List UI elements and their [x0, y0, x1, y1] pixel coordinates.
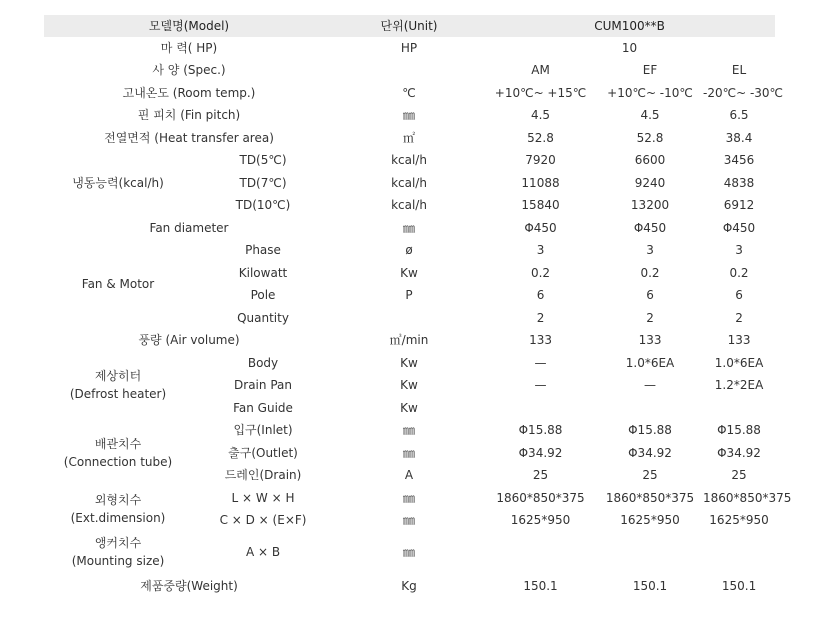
cell-el: Φ15.88 — [717, 423, 761, 438]
cell-el: 1860*850*375 — [703, 490, 792, 505]
table-row-cooling-td5 — [44, 150, 775, 173]
row-label: 핀 피치 (Fin pitch) — [137, 108, 241, 123]
row-unit: ㎜ — [403, 545, 416, 559]
cell-ef: Φ450 — [633, 220, 667, 235]
table-row-defrost-body — [44, 352, 775, 375]
cell-am: 15840 — [521, 198, 560, 213]
table-row-fan-diameter — [44, 217, 775, 240]
row-unit — [334, 60, 484, 83]
row-unit: ㎜ — [403, 220, 416, 235]
cell-am: — — [534, 378, 547, 393]
sub-label: L × W × H — [231, 490, 295, 505]
cell-am: 25 — [532, 468, 549, 483]
group-label-en: (Connection tube) — [63, 454, 173, 469]
group-label-mounting — [44, 532, 192, 573]
table-row-heat-area — [44, 127, 775, 150]
row-unit: Kw — [400, 355, 418, 370]
table-row-power — [44, 37, 775, 60]
sub-label: TD(5℃) — [239, 153, 287, 168]
cell-am: Φ450 — [524, 220, 557, 235]
cell-ef — [597, 532, 703, 573]
cell-am: 1625*950 — [510, 513, 571, 528]
group-label-cooling: 냉동능력(kcal/h) — [72, 175, 164, 190]
group-label-en: (Mounting size) — [71, 554, 165, 568]
sub-label: C × D × (E×F) — [219, 513, 307, 528]
cell-ef: 6 — [646, 288, 654, 303]
spec-table — [44, 15, 792, 599]
cell-ef: 52.8 — [636, 130, 664, 145]
sub-label: Fan Guide — [233, 400, 293, 415]
cell-ef: 1860*850*375 — [605, 490, 695, 505]
row-unit: Kw — [400, 400, 418, 415]
cell-el: -20℃~ -30℃ — [703, 85, 784, 100]
row-unit: Kw — [400, 265, 418, 280]
cell-el: 2 — [735, 310, 743, 325]
sub-label: Drain Pan — [234, 378, 292, 393]
cell-ef: 150.1 — [632, 578, 668, 593]
cell-am: 11088 — [521, 175, 560, 190]
row-unit: kcal/h — [391, 175, 427, 190]
header-model: 모델명(Model) — [44, 15, 334, 37]
table-row-fan-phase — [44, 240, 775, 263]
sub-label: 출구(Outlet) — [228, 445, 298, 460]
row-unit: ㎥/min — [389, 333, 429, 348]
row-unit — [334, 307, 484, 330]
cell-am: Φ34.92 — [518, 445, 563, 460]
row-unit: HP — [400, 40, 418, 55]
sub-label: A × B — [245, 545, 281, 559]
cell-ef: Φ15.88 — [628, 423, 672, 438]
cell-el: 6912 — [723, 198, 755, 213]
cell-el: 4838 — [723, 175, 755, 190]
group-label-ext-dimension — [44, 487, 192, 532]
sub-label: Pole — [250, 288, 276, 303]
table-row-air-volume — [44, 330, 775, 353]
table-row-fin-pitch — [44, 105, 775, 128]
cell-ef: 133 — [638, 333, 662, 348]
cell-am: 1860*850*375 — [496, 490, 585, 505]
row-unit: ㎜ — [403, 513, 416, 528]
cell-el: Φ450 — [722, 220, 756, 235]
cell-am: AM — [531, 63, 550, 78]
cell-ef: +10℃~ -10℃ — [607, 85, 693, 100]
cell-el: 150.1 — [721, 578, 757, 593]
cell-ef: 2 — [646, 310, 654, 325]
group-label-ko: 앵커치수 — [94, 536, 142, 550]
cell-am: 133 — [529, 333, 552, 348]
cell-ef: 3 — [646, 243, 654, 258]
cell-ef: 25 — [642, 468, 658, 483]
group-label-ko: 배관치수 — [94, 436, 142, 451]
cell-ef: 6600 — [634, 153, 666, 168]
row-unit: ㎜ — [403, 445, 416, 460]
header-row — [44, 15, 775, 37]
cell-el — [703, 532, 775, 573]
row-unit: Kg — [401, 578, 417, 593]
sub-label: Body — [247, 355, 279, 370]
row-label: Fan diameter — [149, 220, 229, 235]
sub-label: 드레인(Drain) — [224, 468, 302, 483]
cell-el: Φ34.92 — [717, 445, 761, 460]
table-row-ext-lwh — [44, 487, 775, 510]
row-unit: ㎜ — [403, 423, 416, 438]
cell-el: 0.2 — [729, 265, 749, 280]
row-label: 마 력( HP) — [160, 40, 218, 55]
cell-am — [484, 397, 597, 420]
cell-am: Φ15.88 — [518, 423, 563, 438]
group-label-ko: 제상히터 — [94, 369, 142, 384]
cell-ef: 13200 — [630, 198, 670, 213]
sub-label: TD(7℃) — [239, 175, 287, 190]
group-label-en: (Ext.dimension) — [70, 511, 166, 525]
cell-el: EL — [731, 63, 747, 78]
cell-el: 1625*950 — [709, 513, 769, 528]
group-label-defrost — [44, 352, 192, 420]
cell-am: 4.5 — [530, 108, 551, 123]
cell-am: 7920 — [525, 153, 556, 168]
row-unit: P — [405, 288, 413, 303]
table-row-mounting — [44, 532, 775, 573]
sub-label: Kilowatt — [238, 265, 288, 280]
row-unit: ø — [405, 243, 413, 258]
cell-ef: 9240 — [634, 175, 666, 190]
cell-ef: 0.2 — [640, 265, 660, 280]
row-label: 전열면적 (Heat transfer area) — [104, 130, 274, 145]
cell-am: 6 — [536, 288, 545, 303]
group-label-en: (Defrost heater) — [69, 387, 167, 402]
cell-am: — — [534, 355, 547, 370]
sub-label: TD(10℃) — [235, 198, 291, 213]
row-unit: ㎜ — [403, 490, 416, 505]
header-model-code: CUM100**B — [484, 15, 775, 37]
row-label: 사 양 (Spec.) — [152, 63, 226, 78]
row-unit: kcal/h — [391, 153, 427, 168]
sub-label: Phase — [245, 243, 281, 258]
sub-label: 입구(Inlet) — [233, 423, 293, 438]
table-row-spec — [44, 60, 775, 83]
cell-ef: 1.0*6EA — [625, 355, 675, 370]
header-unit: 단위(Unit) — [334, 15, 484, 37]
cell-el: 1.0*6EA — [714, 355, 764, 370]
cell-ef: Φ34.92 — [628, 445, 672, 460]
cell-el — [703, 397, 775, 420]
row-value: 10 — [621, 40, 638, 55]
cell-am: 150.1 — [523, 578, 558, 593]
row-label: 고내온도 (Room temp.) — [122, 85, 256, 100]
cell-el: 38.4 — [725, 130, 753, 145]
table-row-connection-inlet — [44, 420, 775, 443]
cell-ef — [597, 397, 703, 420]
row-unit: ㎜ — [403, 108, 416, 123]
cell-am — [484, 532, 597, 573]
cell-ef: 4.5 — [640, 108, 660, 123]
cell-ef: — — [644, 378, 657, 393]
cell-el: 3 — [735, 243, 743, 258]
group-label-fan-motor: Fan & Motor — [81, 277, 155, 291]
group-label-ko: 외형치수 — [94, 493, 142, 507]
row-unit: A — [404, 468, 414, 483]
cell-el: 1.2*2EA — [714, 378, 764, 393]
cell-am: +10℃~ +15℃ — [494, 85, 587, 100]
cell-am: 3 — [536, 243, 545, 258]
table-row-room-temp — [44, 82, 775, 105]
row-label: 제품중량(Weight) — [140, 578, 238, 593]
table-row-weight — [44, 573, 775, 599]
group-label-connection — [44, 420, 192, 488]
row-unit: ㎡ — [403, 130, 416, 145]
cell-am: 52.8 — [527, 130, 554, 145]
cell-ef: 1625*950 — [620, 513, 680, 528]
cell-ef: EF — [642, 63, 658, 78]
cell-am: 2 — [536, 310, 545, 325]
row-unit: ℃ — [402, 85, 416, 100]
cell-el: 6.5 — [729, 108, 749, 123]
row-label: 풍량 (Air volume) — [138, 333, 240, 348]
row-unit: Kw — [400, 378, 418, 393]
cell-am: 0.2 — [530, 265, 551, 280]
sub-label: Quantity — [237, 310, 289, 325]
cell-el: 3456 — [723, 153, 755, 168]
row-unit: kcal/h — [391, 198, 427, 213]
cell-el: 25 — [731, 468, 747, 483]
cell-el: 6 — [735, 288, 743, 303]
cell-el: 133 — [727, 333, 751, 348]
